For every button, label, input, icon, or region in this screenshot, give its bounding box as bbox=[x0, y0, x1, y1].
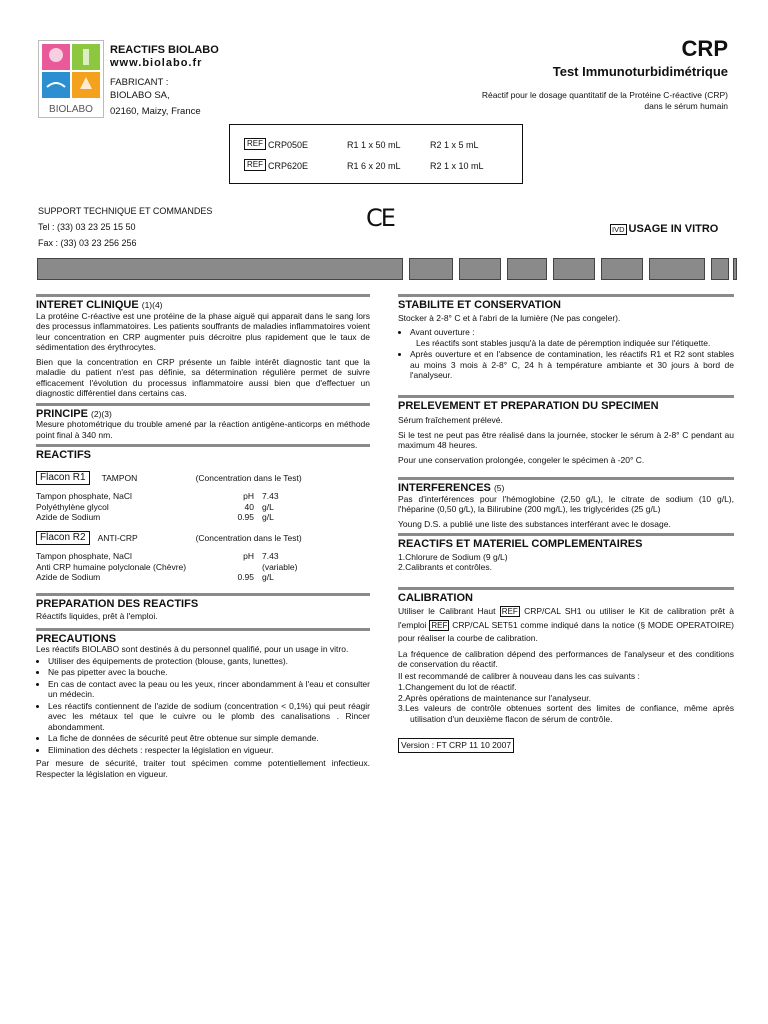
reagent-value: pH bbox=[243, 551, 254, 561]
reagent-name: Polyéthylène glycol bbox=[36, 501, 109, 512]
flacon-r2-conc: (Concentration dans le Test) bbox=[195, 532, 302, 543]
reagent-unit: g/L bbox=[262, 512, 274, 522]
section-title: REACTIFS bbox=[36, 449, 91, 461]
section-principe bbox=[36, 403, 370, 441]
text-run: Utiliser le Calibrant Haut bbox=[398, 606, 496, 616]
right-column bbox=[398, 294, 734, 755]
list-item: • En cas de contact avec la peau ou les yeux, rincer abondamment à l'eau et consulter un médecin. bbox=[48, 679, 370, 700]
section-title: PREPARATION DES REACTIFS bbox=[36, 597, 199, 610]
reagent-name: Anti CRP humaine polyclonale (Chèvre) bbox=[36, 561, 187, 572]
ref-tag: REF bbox=[244, 138, 266, 150]
reagent-value bbox=[226, 562, 254, 573]
flacon-r2-name: ANTI-CRP bbox=[97, 532, 138, 543]
flacon-r2-label: Flacon R2 bbox=[36, 531, 90, 546]
ref-r1: R1 6 x 20 mL bbox=[347, 161, 401, 171]
paragraph: Pour une conservation prolongée, congeler le spécimen à -20° C. bbox=[398, 454, 645, 465]
reagent-value: pH bbox=[243, 491, 254, 501]
title-text: PRINCIPE bbox=[36, 407, 88, 420]
reagent-row bbox=[36, 512, 370, 523]
flacon-r2-header bbox=[36, 531, 370, 546]
paragraph: Stocker à 2-8° C et à l'abri de la lumière (Ne pas congeler). bbox=[398, 312, 621, 323]
reagent-unit: g/L bbox=[262, 572, 274, 582]
product-description bbox=[482, 90, 728, 112]
reagent-name: Tampon phosphate, NaCl bbox=[36, 551, 132, 561]
grey-bar-segment bbox=[711, 258, 729, 280]
reagent-value: 40 bbox=[244, 501, 254, 512]
grey-bar-segment bbox=[409, 258, 453, 280]
paragraph: Si le test ne peut pas être réalisé dans la journée, stocker le sérum à 2-8° C pendant au maximum 48 heures. bbox=[398, 429, 734, 450]
ref-tag: REF bbox=[431, 620, 448, 630]
page-subtitle: Test Immunoturbidimétrique bbox=[552, 64, 728, 79]
paragraph: Les réactifs BIOLABO sont destinés à du personnel qualifié, pour un usage in vitro. bbox=[36, 644, 349, 654]
list-item: • Elimination des déchets : respecter la législation en vigueur. bbox=[48, 745, 370, 756]
desc-line-2: dans le sérum humain bbox=[644, 101, 728, 111]
section-interet bbox=[36, 294, 370, 399]
grey-bar-segment bbox=[601, 258, 643, 280]
precautions-list bbox=[36, 656, 370, 756]
grey-bar-segment bbox=[507, 258, 547, 280]
section-calibration bbox=[398, 587, 734, 753]
ivd-tag: IVD bbox=[612, 225, 625, 234]
paragraph: Sérum fraîchement prélevé. bbox=[398, 415, 503, 425]
reagent-row bbox=[36, 551, 370, 562]
section-reactifs bbox=[36, 444, 370, 583]
grey-bar-main bbox=[37, 258, 403, 280]
reagent-unit: 7.43 bbox=[262, 551, 279, 561]
paragraph: La fréquence de calibration dépend des performances de l'analyseur et des conditions de conservation du réactif. bbox=[398, 648, 734, 669]
paragraph: Mesure photométrique du trouble amené par la réaction antigène-anticorps en méthode point final à 340 nm. bbox=[36, 419, 370, 440]
reagent-row bbox=[36, 502, 370, 513]
grey-bar-segment bbox=[553, 258, 595, 280]
section-title bbox=[36, 300, 370, 311]
section-title: CALIBRATION bbox=[398, 591, 473, 604]
list-item: • Après ouverture et en l'absence de contamination, les réactifs R1 et R2 sont stables au moins 3 mois à 2-8° C, 24 h à température ambiante et 30 jours à bord de l'analyseur. bbox=[410, 349, 734, 381]
section-stabilite bbox=[398, 294, 734, 381]
logo-text: BIOLABO bbox=[49, 104, 93, 115]
ref-tag: REF bbox=[501, 607, 518, 616]
maker-address: 02160, Maizy, France bbox=[110, 106, 201, 117]
ref-numbers: (2)(3) bbox=[91, 408, 112, 419]
ref-code: CRP620E bbox=[268, 161, 309, 171]
ivd-label bbox=[610, 223, 718, 235]
section-precautions bbox=[36, 628, 370, 780]
list-item: • Utiliser des équipements de protection (blouse, gants, lunettes). bbox=[48, 656, 370, 667]
text-run: CRP/CAL SH1 ou utiliser le Kit de calibration prêt à l'emploi bbox=[398, 606, 734, 630]
desc-line-1: Réactif pour le dosage quantitatif de la Protéine C-réactive (CRP) bbox=[481, 90, 728, 100]
paragraph: Pas d'interférences pour l'hémoglobine (2,50 g/L), le citrate de sodium (10 g/L), l'héparine (0,50 g/L), la Bilirubine (200 mg/L), les triglycérides (25 g/L) bbox=[398, 493, 734, 514]
section-title bbox=[36, 409, 370, 420]
reagent-value: 0.95 bbox=[237, 572, 254, 582]
list-item: 2.Après opérations de maintenance sur l'analyseur. bbox=[398, 692, 591, 703]
reagent-unit: 7.43 bbox=[262, 491, 279, 501]
section-preparation bbox=[36, 593, 370, 622]
ref-r1: R1 1 x 50 mL bbox=[347, 140, 401, 150]
section-title: PRELEVEMENT ET PREPARATION DU SPECIMEN bbox=[398, 399, 659, 412]
support-block bbox=[38, 203, 212, 251]
ref-r2: R2 1 x 5 mL bbox=[430, 140, 479, 150]
section-title bbox=[398, 483, 734, 494]
section-title: PRECAUTIONS bbox=[36, 632, 117, 645]
list-item: • Ne pas pipetter avec la bouche. bbox=[48, 667, 370, 678]
reagent-name: Azide de Sodium bbox=[36, 572, 101, 582]
reagent-value: 0.95 bbox=[237, 512, 254, 522]
ref-numbers: (5) bbox=[493, 483, 505, 493]
list-item: 2.Calibrants et contrôles. bbox=[398, 562, 493, 572]
list-item bbox=[410, 327, 734, 348]
paragraph bbox=[398, 605, 734, 645]
reagent-name: Azide de Sodium bbox=[36, 512, 101, 522]
section-complementaires bbox=[398, 533, 734, 573]
paragraph: Young D.S. a publié une liste des substances interférant avec le dosage. bbox=[398, 518, 671, 529]
paragraph: Bien que la concentration en CRP présente un faible intérêt diagnostic tant que la maladie du patient n'est pas définie, sa détermination régulière permet de suivre efficacement l'évolution du processus inflammatoire aussi bien que d'effectuer un diagnostic différentiel dans certains cas. bbox=[36, 356, 370, 398]
ref-numbers: (1)(4) bbox=[141, 300, 163, 310]
page-title: CRP bbox=[681, 36, 728, 61]
title-text: INTERET CLINIQUE bbox=[36, 299, 139, 311]
section-interferences bbox=[398, 477, 734, 529]
support-fax: Fax : (33) 03 23 256 256 bbox=[38, 238, 137, 248]
paragraph: La protéine C-réactive est une protéine de la phase aiguë qui apparait dans le sang lors des processus inflammatoires. Les patients souffrants de maladies inflammatoires voient leur concentration en CRP augmenter puis décroitre plus rapidement que le taux de sédimentation des érythrocytes. bbox=[36, 310, 370, 352]
flacon-r1-label: Flacon R1 bbox=[36, 471, 90, 486]
section-prelevement bbox=[398, 395, 734, 466]
flacon-r1-conc: (Concentration dans le Test) bbox=[195, 472, 302, 483]
company-name: REACTIFS BIOLABO bbox=[110, 44, 219, 56]
grey-bar-segment bbox=[733, 258, 737, 280]
version-label: Version : FT CRP 11 10 2007 bbox=[398, 738, 514, 753]
list-item: • La fiche de données de sécurité peut être obtenue sur simple demande. bbox=[48, 733, 370, 744]
section-title: REACTIFS ET MATERIEL COMPLEMENTAIRES bbox=[398, 538, 643, 550]
list-item: 1.Chlorure de Sodium (9 g/L) bbox=[398, 551, 508, 562]
list-item: 1.Changement du lot de réactif. bbox=[398, 682, 517, 692]
list-item-text: Les réactifs sont stables jusqu'à la date de péremption indiquée sur l'étiquette. bbox=[416, 337, 711, 348]
flacon-r1-name: TAMPON bbox=[101, 472, 138, 483]
ref-tag: REF bbox=[244, 159, 266, 171]
reagent-name: Tampon phosphate, NaCl bbox=[36, 491, 132, 501]
grey-bar-segment bbox=[649, 258, 705, 280]
reagent-unit: g/L bbox=[262, 501, 274, 512]
text-run: CRP/CAL SET51 comme indiqué dans la notice (§ MODE OPERATOIRE) pour réaliser la courbe de calibration. bbox=[398, 619, 734, 643]
company-website[interactable]: www.biolabo.fr bbox=[110, 57, 203, 69]
reagent-row bbox=[36, 491, 370, 502]
support-tel[interactable]: Tel : (33) 03 23 25 15 50 bbox=[38, 222, 136, 232]
biolabo-logo bbox=[38, 40, 104, 118]
list-item: • Les réactifs contiennent de l'azide de sodium (concentration < 0,1%) qui peut réagir avec les métaux tel que le cuivre ou le plomb des canalisations . Rincer abondamment. bbox=[48, 701, 370, 733]
reagent-row bbox=[36, 562, 370, 573]
grey-bar-segment bbox=[459, 258, 501, 280]
flacon-r1-header bbox=[36, 471, 370, 486]
reagent-unit: (variable) bbox=[262, 561, 298, 572]
ce-mark-icon: CE bbox=[366, 204, 394, 232]
list-item-head: Avant ouverture : bbox=[410, 327, 475, 337]
list-item: 3.Les valeurs de contrôle obtenues sortent des limites de confiance, même après utilisation d'un deuxième flacon de sérum de contrôle. bbox=[398, 703, 734, 724]
maker-label: FABRICANT : bbox=[110, 77, 169, 88]
ref-code: CRP050E bbox=[268, 140, 309, 150]
reference-table bbox=[229, 124, 523, 184]
company-block bbox=[110, 44, 219, 70]
maker-name: BIOLABO SA, bbox=[110, 90, 170, 101]
ivd-text: USAGE IN VITRO bbox=[628, 223, 719, 235]
section-title: STABILITE ET CONSERVATION bbox=[398, 299, 561, 311]
title-text: INTERFERENCES bbox=[398, 482, 491, 494]
support-title: SUPPORT TECHNIQUE ET COMMANDES bbox=[38, 206, 213, 216]
paragraph: Par mesure de sécurité, traiter tout spécimen comme potentiellement infectieux. Respecter la législation en vigueur. bbox=[36, 758, 370, 779]
paragraph: Réactifs liquides, prêt à l'emploi. bbox=[36, 611, 158, 621]
paragraph: Il est recommandé de calibrer à nouveau dans les cas suivants : bbox=[398, 670, 640, 681]
stabilite-list bbox=[398, 327, 734, 381]
maker-block bbox=[110, 76, 201, 118]
left-column bbox=[36, 294, 370, 783]
ref-r2: R2 1 x 10 mL bbox=[430, 161, 484, 171]
reagent-row bbox=[36, 572, 370, 583]
